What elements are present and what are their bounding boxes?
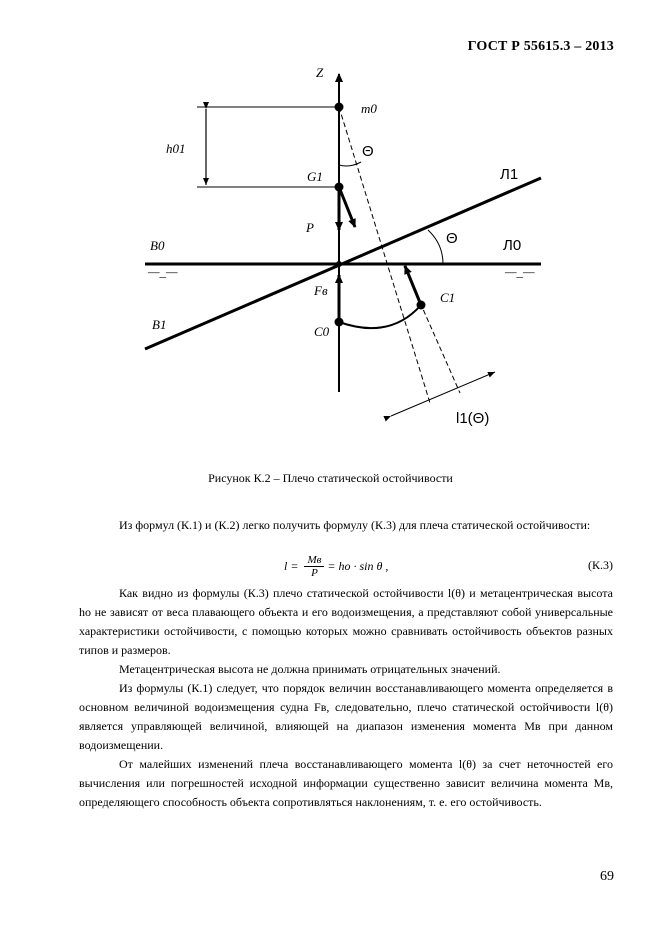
- formula-rhs: = hо · sin θ ,: [327, 558, 389, 573]
- label-c0: C0: [314, 324, 330, 339]
- theta-angle-arc-top: [339, 162, 361, 166]
- paragraph: Как видно из формулы (К.3) плечо статической остойчивости l(θ) и метацентрическая высота hо не зависят от веса плавающего объекта и его водоизмещения, а представляют собой универсальные характеристики остойчивости, с помощью которых можно сравнивать остойчивость объектов разных типов и размеров.: [79, 586, 613, 657]
- intro-paragraph: [79, 516, 613, 535]
- label-b0: B0: [150, 238, 165, 253]
- formula-equals: =: [287, 558, 302, 573]
- point-c0: [335, 318, 344, 327]
- formula-lhs: l: [284, 558, 288, 573]
- inclined-axis-dashed: [339, 107, 430, 403]
- document-header: ГОСТ Р 55615.3 – 2013: [467, 39, 614, 54]
- label-l0: Л0: [503, 237, 522, 254]
- label-theta-top: Θ: [362, 143, 374, 160]
- point-m0: [335, 103, 344, 112]
- label-p: P: [306, 220, 314, 235]
- point-c1: [417, 301, 426, 310]
- center-of-buoyancy-arc: [339, 305, 421, 328]
- paragraph: Из формулы (К.1) следует, что порядок величин восстанавливающего момента определяется в основном величиной водоизмещения судна Fв, следовательно, плечо статической остойчивости l(θ) является управляющей величиной, влияющей на диапазон изменения момента Mв при данном водоизмещении.: [79, 681, 613, 752]
- label-l1: Л1: [500, 166, 519, 183]
- page-number: 69: [600, 869, 614, 884]
- point-g1: [335, 183, 344, 192]
- label-c1: C1: [440, 290, 456, 305]
- body-text: [79, 584, 613, 812]
- label-z: Z: [316, 65, 324, 80]
- label-fv: Fв: [314, 283, 328, 298]
- figure-caption: Рисунок К.2 – Плечо статической остойчивости: [208, 471, 453, 485]
- label-g1: G1: [307, 169, 323, 184]
- point-origin: [336, 261, 342, 267]
- formula-denominator: P: [311, 566, 318, 579]
- label-theta-mid: Θ: [446, 230, 458, 247]
- inclined-force-arrow: [339, 187, 355, 227]
- paragraph: От малейших изменений плеча восстанавливающего момента l(θ) за счет неточностей его вычисления или погрешностей исходной информации существенно зависит величина момента Mв, определяющего способность объекта сопротивляться наклонениям, т. е. его остойчивость.: [79, 757, 613, 809]
- intro-text: Из формул (К.1) и (К.2) легко получить формулу (К.3) для плеча статической остойчивости:: [119, 518, 591, 532]
- formula-number: (К.3): [588, 558, 613, 572]
- label-dash-left: —_—: [148, 264, 178, 279]
- theta-angle-arc-waterline: [428, 230, 443, 264]
- formula-expression: [284, 549, 388, 583]
- stability-arm-figure: [0, 55, 661, 450]
- label-h01: h01: [166, 141, 186, 156]
- formula-numerator: Mв: [304, 554, 324, 567]
- label-m0: m0: [361, 101, 377, 116]
- stability-diagram-svg: [0, 55, 661, 450]
- label-b1: B1: [152, 317, 167, 332]
- label-l1-theta: l1(Θ): [456, 410, 490, 427]
- paragraph: Метацентрическая высота не должна принимать отрицательных значений.: [119, 662, 501, 676]
- c1-force-arrow: [405, 266, 421, 305]
- label-dash-right: —_—: [505, 264, 535, 279]
- formula-k3: [79, 549, 613, 583]
- formula-fraction: [304, 554, 324, 579]
